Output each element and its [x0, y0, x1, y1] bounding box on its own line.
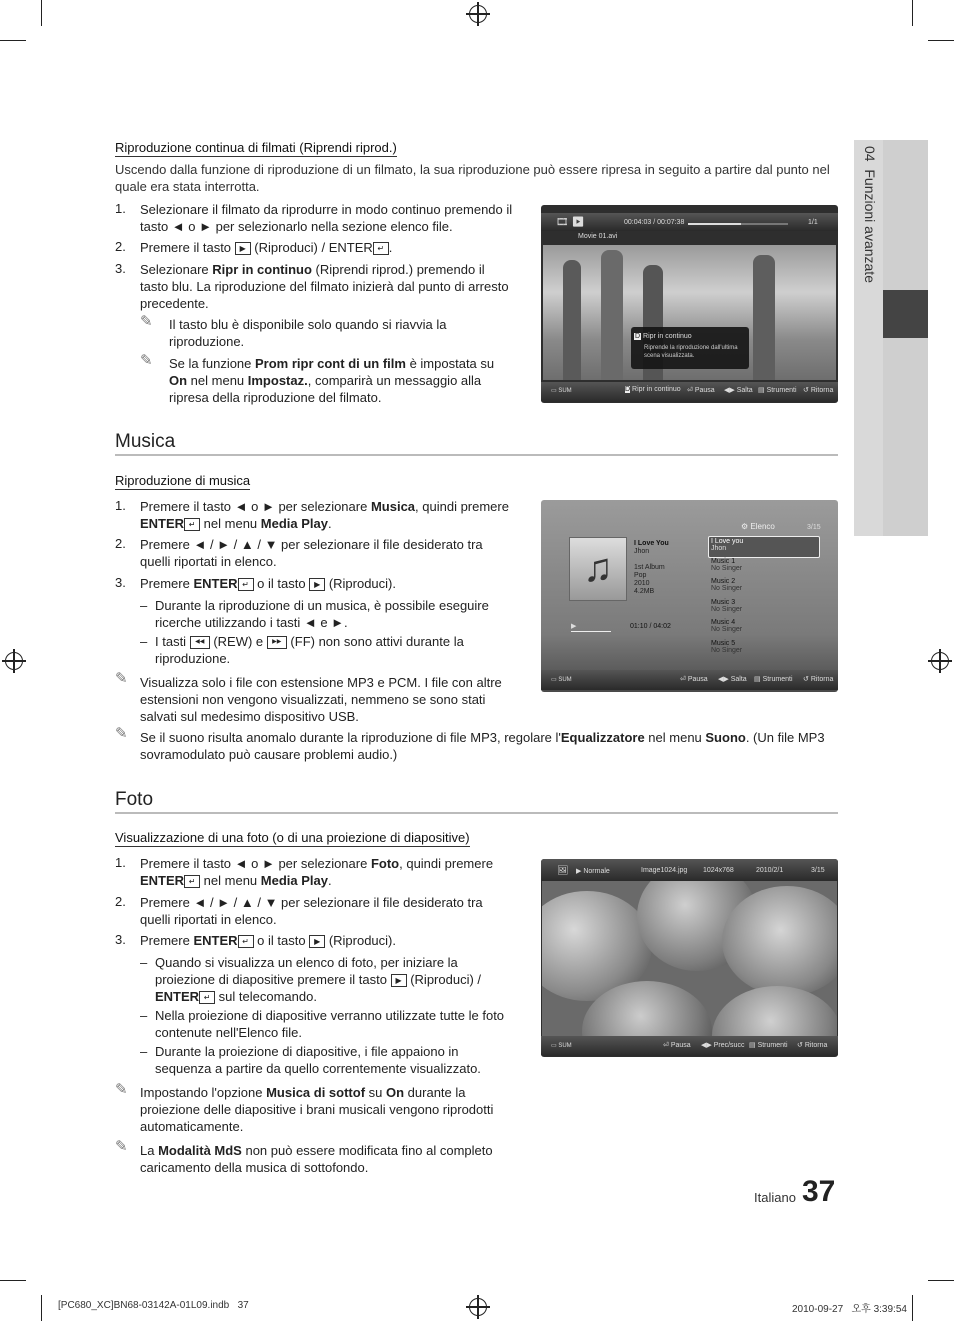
print-date: 2010-09-27 오후 3:39:54 [792, 1304, 907, 1315]
photo-count: 3/15 [811, 867, 825, 874]
note-icon: ✎ [115, 670, 128, 687]
note-icon: ✎ [115, 725, 128, 742]
device-label: ▭ SUM [551, 677, 572, 683]
tools-button[interactable]: ▤ Strumenti [758, 387, 797, 394]
list-label: ⚙ Elenco [741, 522, 775, 531]
apple-shape [712, 986, 837, 1036]
resume-button[interactable]: D Ripr in continuo [625, 386, 681, 393]
chapter-tab-marker [883, 290, 928, 338]
registration-mark-icon [469, 5, 487, 23]
song-title: I Love You [634, 540, 669, 547]
skip-button[interactable]: ◀▶ Salta [718, 676, 747, 683]
step-number: 1. [115, 855, 126, 870]
song-artist: Jhon [634, 548, 650, 555]
crop-mark [912, 1295, 913, 1321]
crop-mark [41, 0, 42, 26]
step-text: Premere il tasto ◄ o ► per selezionare Musica, quindi premere ENTER ↵ nel menu Media Play. [140, 499, 509, 531]
return-button[interactable]: ↺ Ritorna [803, 387, 834, 394]
registration-mark-icon [5, 652, 23, 670]
tools-button[interactable]: ▤ Strumenti [754, 676, 793, 683]
movie-player-screenshot [541, 205, 838, 403]
video-icon: 🎞 ▶ [556, 217, 585, 228]
list-item[interactable]: Music 1 No Singer [711, 558, 743, 572]
chapter-title: Funzioni avanzate [862, 169, 878, 283]
pause-button[interactable]: ⏎ Pausa [663, 1042, 691, 1049]
chapter-tab-strip [883, 140, 928, 536]
file-name: Movie 01.avi [578, 233, 618, 240]
list-item[interactable]: I Love you Jhon [711, 538, 744, 552]
enter-key-icon: ↵ [184, 875, 200, 888]
crop-mark [0, 1280, 26, 1281]
note-text: Visualizza solo i file con estensione MP3 e PCM. I file con altre estensioni non vengono visualizzati, nemmeno se sono stati salvati sul medesimo dispositivo USB. [140, 675, 502, 724]
view-mode: ▶ Normale [576, 868, 610, 875]
enter-key-icon: ↵ [373, 242, 389, 255]
page-number: 37 [802, 1175, 836, 1208]
enter-key-icon: ↵ [238, 935, 254, 948]
crop-mark [0, 40, 26, 41]
dash: – [140, 1044, 148, 1059]
device-label: ▭ SUM [551, 388, 572, 394]
dash: – [140, 1008, 148, 1023]
note-icon: ✎ [140, 352, 153, 369]
section-rule [115, 454, 838, 456]
step-text: Premere il tasto ◄ o ► per selezionare Foto, quindi premere ENTER ↵ nel menu Media Play. [140, 856, 494, 888]
step-text: Premere il tasto ▶ (Riproduci) / ENTER ↵ . [140, 240, 393, 255]
note-text: La Modalità MdS non può essere modificata fino al completo caricamento della musica di sottofondo. [140, 1143, 493, 1175]
chapter-number: 04 [862, 146, 878, 162]
progress-bar [688, 223, 788, 225]
step-text: Premere ◄ / ► / ▲ / ▼ per selezionare il file desiderato tra quelli riportati in elenco. [140, 895, 483, 927]
note-text: Se il suono risulta anomalo durante la riproduzione di file MP3, regolare l'Equalizzatore nel menu Suono. (Un file MP3 sovramodulato può causare problemi audio.) [140, 730, 825, 762]
enter-key-icon: ↵ [184, 518, 200, 531]
registration-mark-icon [931, 652, 949, 670]
list-item[interactable]: Music 5 No Singer [711, 640, 743, 654]
section-title: Foto [115, 789, 154, 810]
dash: – [140, 955, 148, 970]
blue-key-icon: D [625, 386, 631, 393]
step-number: 3. [115, 261, 126, 276]
play-icon: ▶ [571, 623, 577, 630]
note-icon: ✎ [115, 1138, 128, 1155]
footer-language: Italiano [754, 1190, 796, 1205]
section-subtitle: Riproduzione di musica [115, 473, 251, 488]
file-count: 1/1 [808, 219, 818, 226]
prev-next-button[interactable]: ◀▶ Prec/succ [701, 1042, 745, 1049]
tools-button[interactable]: ▤ Strumenti [749, 1042, 788, 1049]
step-number: 2. [115, 239, 126, 254]
paragraph: Uscendo dalla funzione di riproduzione di un filmato, la sua riproduzione può essere ripresa in seguito a partire dal punto nel quale era stata interrotta. [115, 162, 830, 194]
note-text: Impostando l'opzione Musica di sottof su On durante la proiezione delle diapositive i brani musicali vengono riprodotti automaticamente. [140, 1085, 494, 1134]
section-title: Musica [115, 431, 176, 452]
rew-key-icon: ◀◀ [190, 636, 210, 649]
file-name: Image1024.jpg [641, 867, 688, 874]
registration-mark-icon [469, 1298, 487, 1316]
step-text: Selezionare il filmato da riprodurre in modo continuo premendo il tasto ◄ o ► per selezionarlo nella sezione elenco file. [140, 202, 513, 234]
crop-mark [912, 0, 913, 26]
play-key-icon: ▶ [309, 935, 325, 948]
song-album: 1st Album [634, 564, 665, 571]
popup-text: Riprende la riproduzione dall'ultima [644, 345, 738, 351]
step-number: 2. [115, 536, 126, 551]
crop-mark [928, 1280, 954, 1281]
ff-key-icon: ▶▶ [267, 636, 287, 649]
giraffe-shape [753, 255, 775, 380]
step-text: Selezionare Ripr in continuo (Riprendi riprod.) premendo il tasto blu. La riproduzione del filmato inizierà dal punto di arresto precedente. [140, 262, 509, 311]
step-text: Premere ◄ / ► / ▲ / ▼ per selezionare il file desiderato tra quelli riportati in elenco. [140, 537, 483, 569]
print-file-info: [PC680_XC]BN68-03142A-01L09.indb 37 [58, 1300, 249, 1311]
step-number: 2. [115, 894, 126, 909]
note-text: Se la funzione Prom ripr cont di un film è impostata su On nel menu Impostaz., comparirà un messaggio alla ripresa della riproduzione del filmato. [169, 356, 495, 405]
step-number: 1. [115, 201, 126, 216]
sub-item-text: Durante la proiezione di diapositive, i file appaiono in sequenza a partire da quello correntemente visualizzato. [155, 1044, 481, 1076]
progress-bar [571, 631, 611, 632]
sub-item-text: Nella proiezione di diapositive verranno utilizzate tutte le foto contenute nell'Elenco file. [155, 1008, 505, 1040]
list-item[interactable]: Music 3 No Singer [711, 599, 743, 613]
chapter-label [858, 146, 880, 316]
track-count: 3/15 [807, 524, 821, 531]
play-key-icon: ▶ [309, 578, 325, 591]
song-year: 2010 [634, 580, 650, 587]
pause-button[interactable]: ⏎ Pausa [687, 387, 715, 394]
step-number: 1. [115, 498, 126, 513]
crop-mark [928, 40, 954, 41]
return-button[interactable]: ↺ Ritorna [797, 1042, 828, 1049]
photo-date: 2010/2/1 [756, 867, 784, 874]
note-icon: ✎ [140, 313, 153, 330]
step-number: 3. [115, 932, 126, 947]
popup-title: Ripr in continuo [643, 333, 692, 340]
popup-text: scena visualizzata. [644, 353, 695, 359]
enter-key-icon: ↵ [238, 578, 254, 591]
play-key-icon: ▶ [235, 242, 251, 255]
track-list [711, 538, 743, 660]
dash: – [140, 598, 148, 613]
play-key-icon: ▶ [391, 974, 407, 987]
crop-mark [41, 1295, 42, 1321]
top-bar [541, 213, 838, 231]
giraffe-shape [563, 260, 581, 380]
step-text: Premere ENTER ↵ o il tasto ▶ (Riproduci). [140, 933, 396, 948]
song-size: 4.2MB [634, 588, 655, 595]
giraffe-shape [601, 250, 623, 380]
music-player-screenshot [541, 500, 838, 692]
dash: – [140, 634, 148, 649]
section-rule [115, 812, 838, 814]
note-text: Il tasto blu è disponibile solo quando si riavvia la riproduzione. [169, 317, 447, 349]
return-button[interactable]: ↺ Ritorna [803, 676, 834, 683]
device-label: ▭ SUM [551, 1043, 572, 1049]
list-item[interactable]: Music 2 No Singer [711, 578, 743, 592]
step-text: Premere ENTER ↵ o il tasto ▶ (Riproduci). [140, 576, 396, 591]
enter-key-icon: ↵ [199, 991, 215, 1004]
sub-item-text: Quando si visualizza un elenco di foto, per iniziare la proiezione di diapositive premere il tasto ▶ (Riproduci) / ENTER ↵ sul telecomando. [155, 955, 482, 1004]
apples-photo [542, 881, 837, 1036]
sub-item-text: I tasti ◀◀ (REW) e ▶▶ (FF) non sono attivi durante la riproduzione. [155, 634, 464, 666]
song-genre: Pop [634, 572, 647, 579]
blue-key-icon: D [635, 333, 641, 340]
section-subtitle: Riproduzione continua di filmati (Riprendi riprod.) [115, 140, 397, 155]
step-number: 3. [115, 575, 126, 590]
pause-button[interactable]: ⏎ Pausa [680, 676, 708, 683]
time-readout: 01:10 / 04:02 [630, 623, 671, 630]
skip-button[interactable]: ◀▶ Salta [724, 387, 753, 394]
list-item[interactable]: Music 4 No Singer [711, 619, 743, 633]
section-subtitle: Visualizzazione di una foto (o di una proiezione di diapositive) [115, 830, 470, 845]
resolution: 1024x768 [703, 867, 734, 874]
time-readout: 00:04:03 / 00:07:38 [624, 219, 685, 226]
note-icon: ✎ [115, 1081, 128, 1098]
sub-item-text: Durante la riproduzione di un musica, è possibile eseguire ricerche utilizzando i tasti ◄ e ►. [155, 598, 489, 630]
apple-shape [722, 886, 837, 996]
resume-popup [631, 327, 749, 369]
photo-icon: 🖼 [557, 865, 569, 875]
music-note-icon: ♫ [569, 537, 627, 601]
photo-viewer-screenshot [541, 859, 838, 1057]
